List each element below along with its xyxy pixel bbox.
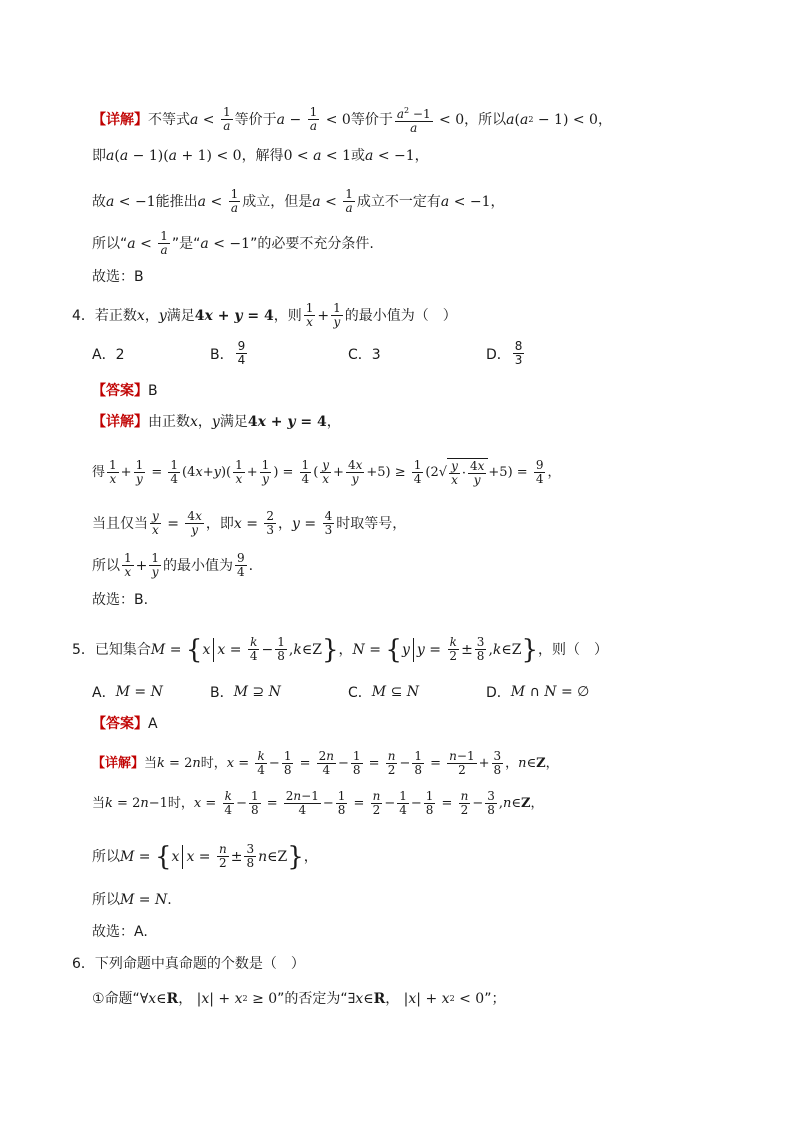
q4-detail-line-2: 得 $\frac{1}{x}$ + $\frac{1}{y}$ = $\frac{1}{4}$ (4 x + y )( $\frac{1}{x}$ + $\frac{1}{y}$ ) = $\frac{1}{4}$ ( $\frac{y}{x}$ + $\frac{4x}{y}$ +5) ≥ $\frac{1}{4}$ (2 √ $\frac{y}{x}$ · $\frac{4x}{y}$ +5) = $\frac{9}{4}$ ， (92, 458, 561, 487)
answer-tag: 【答案】 (92, 716, 148, 732)
q4-choice: 故选：B. (92, 592, 149, 608)
q5-option-b[interactable]: B． M ⊇ N (210, 684, 281, 701)
detail-tag: 【详解】 (92, 755, 145, 771)
q4-answer: 【答案】 B (92, 383, 158, 399)
q5-detail-line-3: 所以 M = { x x = $\frac{n}{2}$ ± $\frac{3}{8}$ n ∈Z } ， (92, 841, 318, 872)
q3-detail-line-3: 故 a < −1 能推出 a < $\frac{1}{a}$ 成立，但是 a < $\frac{1}{a}$ 成立不一定有 a < −1， (92, 187, 505, 215)
q4-detail-line-1: 【详解】 由正数 x ， y 满足 4x + y = 4 ， (92, 414, 341, 430)
q3-detail-line-4: 所以“ a < $\frac{1}{a}$ ”是“ a < −1 ”的必要不充分条件. (92, 229, 374, 257)
q3-detail-line-1: 【详解】 不等式 a < $\frac{1}{a}$ 等价于 a − $\frac{1}{a}$ < 0 等价于 $\frac{a^2 -1}{a}$ < 0 ，所以 a ( a 2 − 1) < 0， (92, 105, 612, 135)
detail-tag: 【详解】 (92, 414, 148, 430)
q5-detail-line-4: 所以 M = N . (92, 892, 172, 908)
q4-detail-line-3: 当且仅当 $\frac{y}{x}$ = $\frac{4x}{y}$ ，即 x = $\frac{2}{3}$ ， y = $\frac{4}{3}$ 时取等号， (92, 509, 407, 537)
q5-stem: 5． 已知集合 M = { x x = $\frac{k}{4}$ − $\frac{1}{8}$ , k ∈Z } ， N = { y y = $\frac{k}{2}$ ± $\frac{3}{8}$ , k ∈Z } ， 则（ ） (72, 634, 609, 665)
detail-tag: 【详解】 (92, 111, 148, 128)
q5-choice: 故选：A. (92, 924, 148, 940)
q4-option-a[interactable]: A．2 (92, 347, 125, 363)
q4-option-d[interactable]: D． $\frac{8}{3}$ (486, 339, 523, 367)
q3-detail-line-2: 即 a ( a − 1)( a + 1) < 0 ，解得 0 < a < 1 或 a < −1， (92, 148, 429, 164)
q3-choice: 故选：B (92, 269, 144, 285)
q4-option-b[interactable]: B． $\frac{9}{4}$ (210, 339, 246, 367)
q5-detail-line-1: 【详解】 当 k = 2 n 时， x = $\frac{k}{4}$ − $\frac{1}{8}$ = $\frac{2n}{4}$ − $\frac{1}{8}$ = $\frac{n}{2}$ − $\frac{1}{8}$ = $\frac{n-1}{2}$ + $\frac{3}{8}$ ， n ∈ Z ， (92, 749, 559, 777)
q5-option-d[interactable]: D． M ∩ N = ∅ (486, 684, 590, 701)
q5-option-a[interactable]: A． M = N (92, 684, 163, 701)
q4-option-c[interactable]: C．3 (348, 347, 381, 363)
q6-stem: 6． 下列命题中真命题的个数是（ ） (72, 956, 305, 972)
q5-detail-line-2: 当 k = 2 n −1 时， x = $\frac{k}{4}$ − $\frac{1}{8}$ = $\frac{2n-1}{4}$ − $\frac{1}{8}$ = $\frac{n}{2}$ − $\frac{1}{4}$ − $\frac{1}{8}$ = $\frac{n}{2}$ − $\frac{3}{8}$ , n ∈ Z ， (92, 789, 544, 817)
q5-answer: 【答案】 A (92, 716, 158, 732)
q5-option-c[interactable]: C． M ⊆ N (348, 684, 420, 701)
q4-detail-line-4: 所以 $\frac{1}{x}$ + $\frac{1}{y}$ 的最小值为 $\frac{9}{4}$ . (92, 551, 254, 579)
q4-stem: 4． 若正数 x ， y 满足 4x + y = 4 ，则 $\frac{1}{x}$ + $\frac{1}{y}$ 的最小值为（ ） (72, 301, 457, 329)
answer-tag: 【答案】 (92, 383, 148, 399)
q6-item-1: ①命题“ ∀ x ∈ R ， | x | + x 2 ≥ 0 ”的否定为“ ∃ x ∈ R ， | x | + x 2 < 0 ”； (92, 991, 506, 1007)
